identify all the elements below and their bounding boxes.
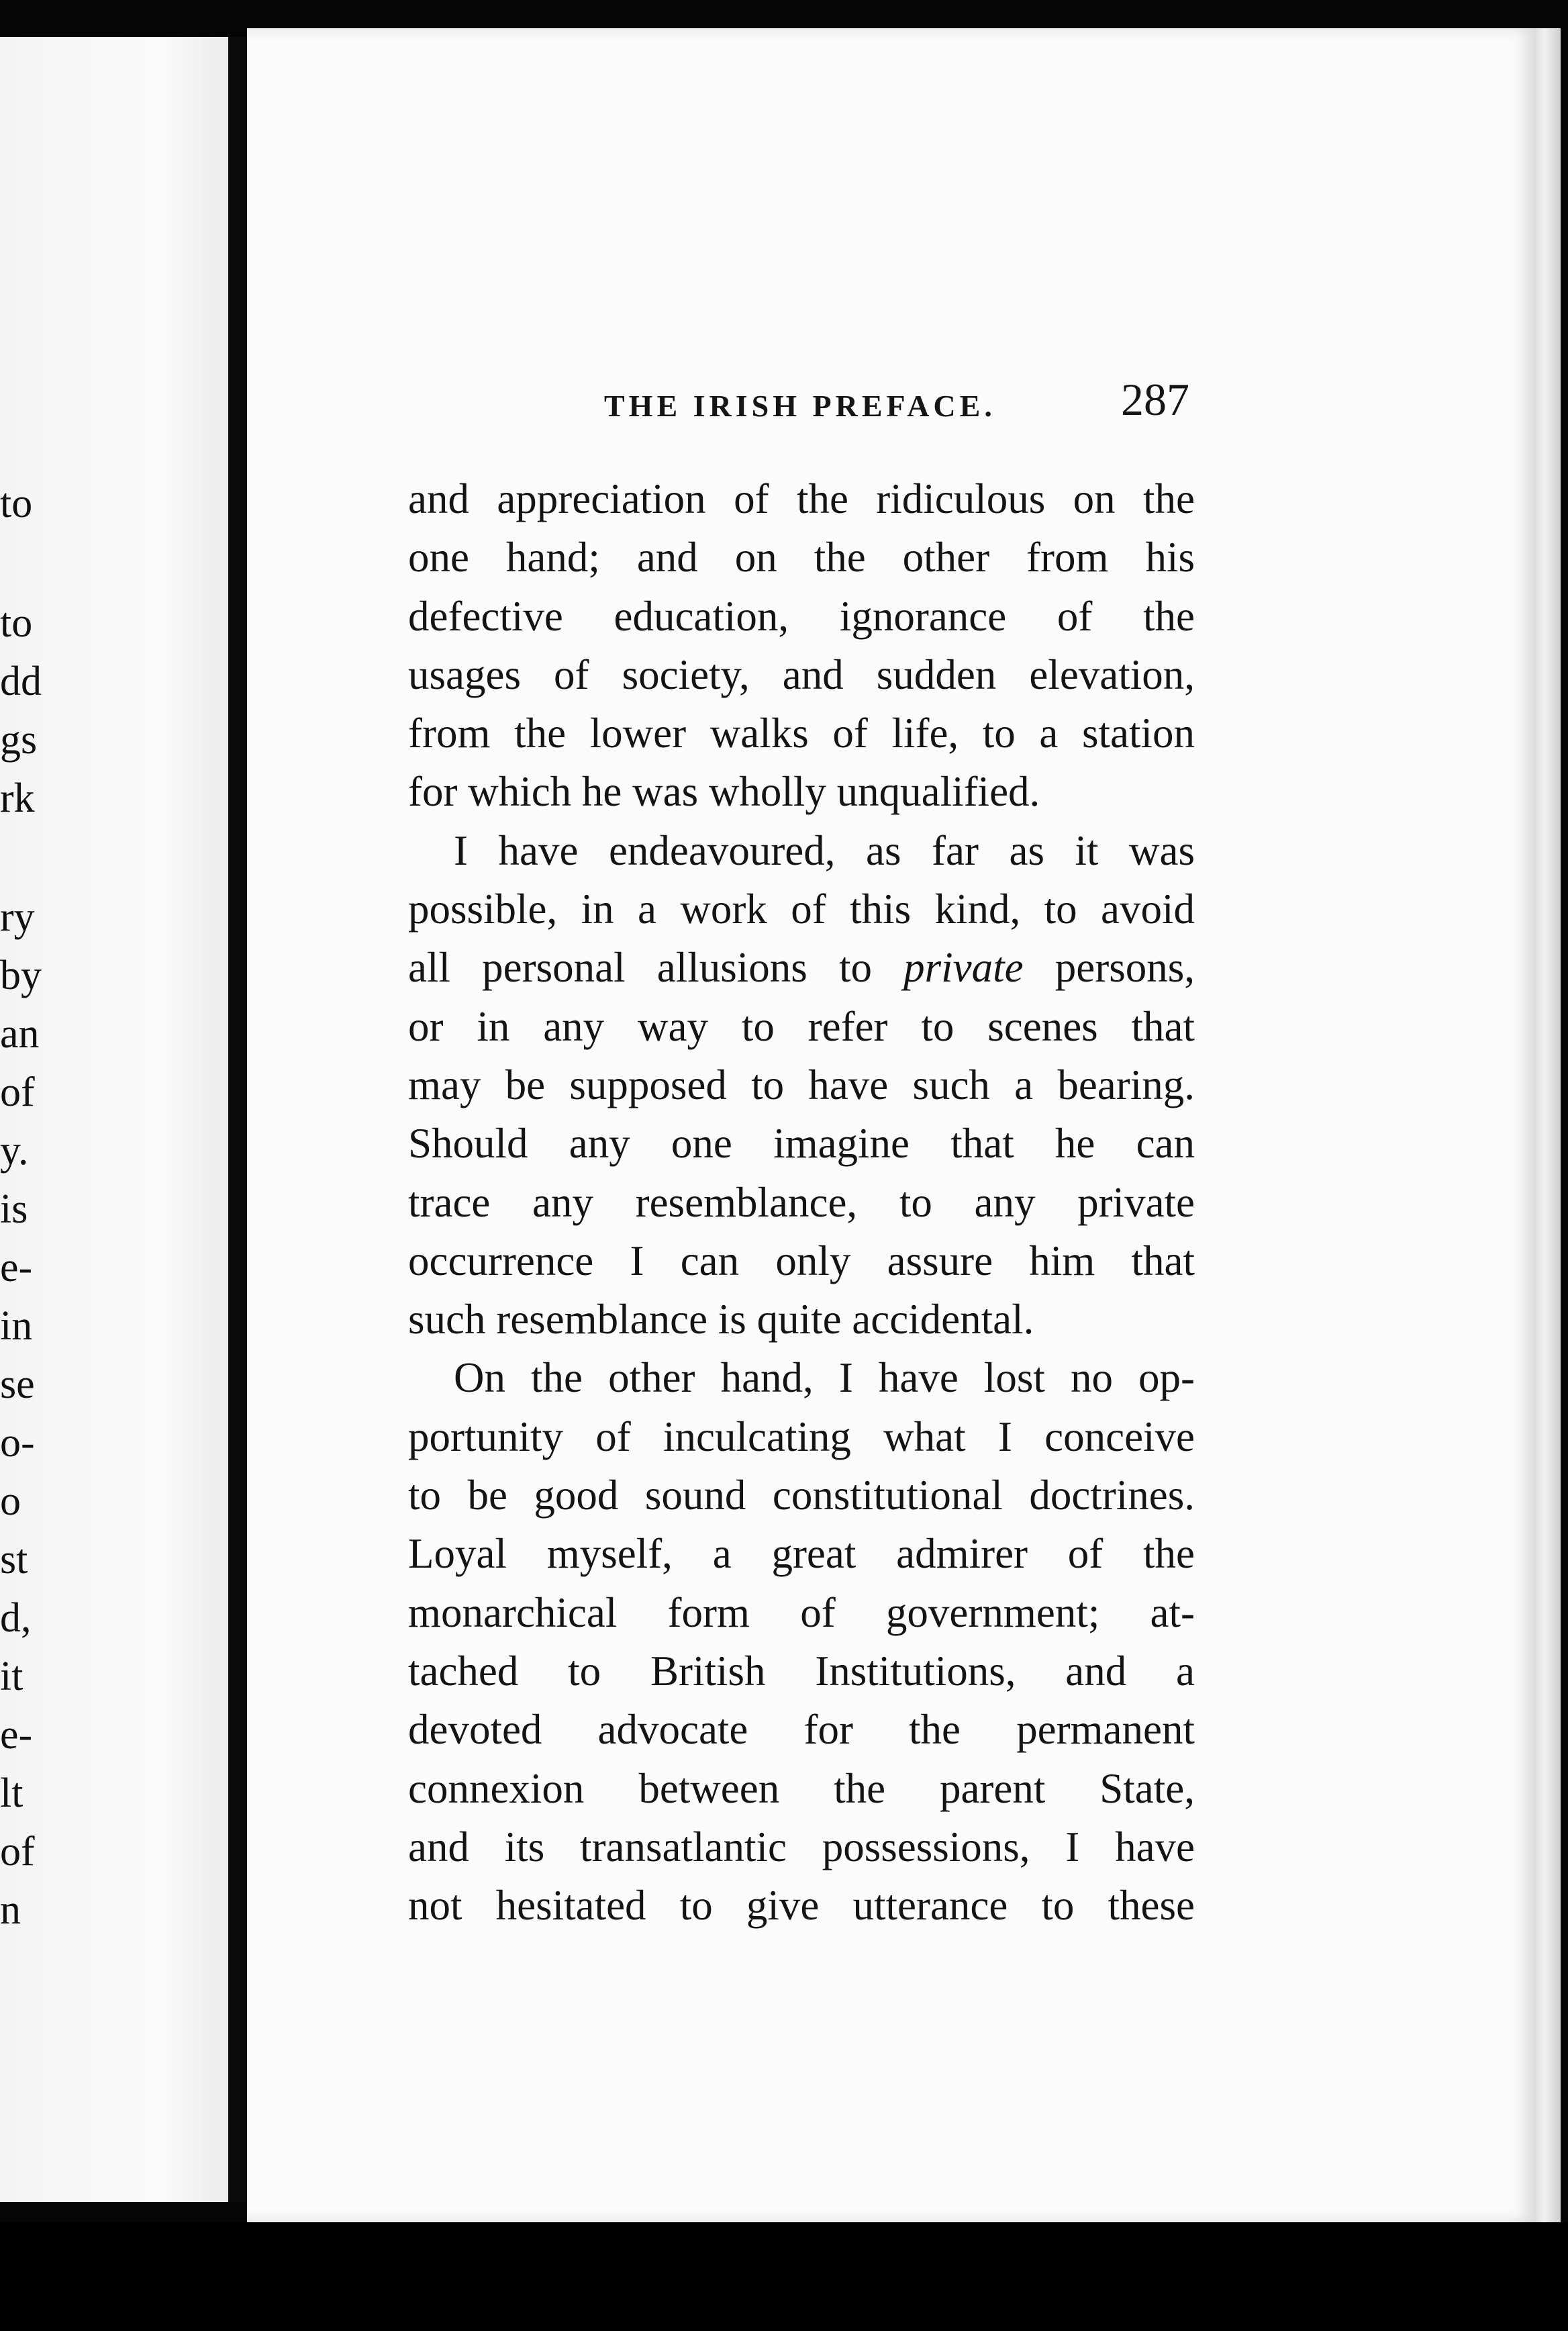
fragment-text: an bbox=[0, 1011, 40, 1057]
fragment-text: o- bbox=[0, 1420, 35, 1466]
text-line: defective education, ignorance of the bbox=[408, 592, 1195, 640]
scan-bottom-edge bbox=[0, 2222, 1568, 2331]
text-line: trace any resemblance, to any private bbox=[408, 1178, 1195, 1226]
text-line: for which he was wholly unqualified. bbox=[408, 768, 1040, 816]
fragment-text: e- bbox=[0, 1712, 33, 1758]
fragment-text: ry bbox=[0, 894, 35, 940]
text-line: and appreciation of the ridiculous on the bbox=[408, 475, 1195, 522]
text-line: may be supposed to have such a bearing. bbox=[408, 1061, 1195, 1108]
text-line: tached to British Institutions, and a bbox=[408, 1647, 1195, 1695]
fragment-text: to bbox=[0, 481, 33, 526]
fragment-text: n bbox=[0, 1887, 21, 1933]
text-line: devoted advocate for the permanent bbox=[408, 1706, 1195, 1754]
text-line: usages of society, and sudden elevation, bbox=[408, 651, 1195, 698]
fragment-text: rk bbox=[0, 775, 35, 821]
text-line: occurrence I can only assure him that bbox=[408, 1237, 1195, 1284]
fragment-text: in bbox=[0, 1303, 33, 1349]
fragment-text: is bbox=[0, 1186, 28, 1232]
text-line: to be good sound constitutional doctrines. bbox=[408, 1472, 1195, 1519]
text-line: such resemblance is quite accidental. bbox=[408, 1296, 1034, 1343]
text-line: On the other hand, I have lost no op- bbox=[454, 1354, 1195, 1402]
fragment-text: d, bbox=[0, 1595, 32, 1641]
page-number: 287 bbox=[1121, 374, 1189, 425]
text-line: Should any one imagine that he can bbox=[408, 1120, 1195, 1168]
fragment-text: of bbox=[0, 1069, 35, 1115]
fragment-text: e- bbox=[0, 1245, 33, 1290]
page-edge bbox=[1534, 28, 1561, 2222]
fragment-text: dd bbox=[0, 659, 42, 704]
fragment-text: se bbox=[0, 1362, 35, 1407]
text-line: Loyal myself, a great admirer of the bbox=[408, 1530, 1195, 1578]
text-line: possible, in a work of this kind, to avoid bbox=[408, 886, 1195, 933]
book-gutter bbox=[228, 37, 248, 2202]
text-line: or in any way to refer to scenes that bbox=[408, 1002, 1195, 1050]
text-line: and its transatlantic possessions, I have bbox=[408, 1823, 1195, 1870]
text-line: portunity of inculcating what I conceive bbox=[408, 1413, 1195, 1460]
fragment-text: by bbox=[0, 953, 42, 998]
fragment-text: lt bbox=[0, 1770, 23, 1816]
fragment-text: of bbox=[0, 1829, 35, 1874]
fragment-text: gs bbox=[0, 717, 38, 763]
text-line: not hesitated to give utterance to these bbox=[408, 1882, 1195, 1930]
italic-word: private bbox=[903, 944, 1024, 992]
fragment-text: o bbox=[0, 1478, 21, 1524]
fragment-text: y. bbox=[0, 1128, 29, 1174]
text-line: I have endeavoured, as far as it was bbox=[454, 826, 1195, 874]
fragment-text: st bbox=[0, 1537, 28, 1582]
text-line: monarchical form of government; at- bbox=[408, 1588, 1195, 1636]
fragment-text: to bbox=[0, 600, 33, 646]
text-line bbox=[408, 939, 1195, 997]
running-head: THE IRISH PREFACE. bbox=[604, 389, 996, 423]
text-segment: persons, bbox=[1023, 944, 1195, 992]
previous-page-fragment bbox=[0, 37, 232, 2202]
text-segment: all personal allusions to bbox=[408, 944, 904, 992]
body-text bbox=[408, 470, 1195, 1935]
text-line: connexion between the parent State, bbox=[408, 1764, 1195, 1812]
text-line: one hand; and on the other from his bbox=[408, 534, 1195, 581]
fragment-text: it bbox=[0, 1654, 23, 1699]
text-line: from the lower walks of life, to a station bbox=[408, 710, 1195, 757]
